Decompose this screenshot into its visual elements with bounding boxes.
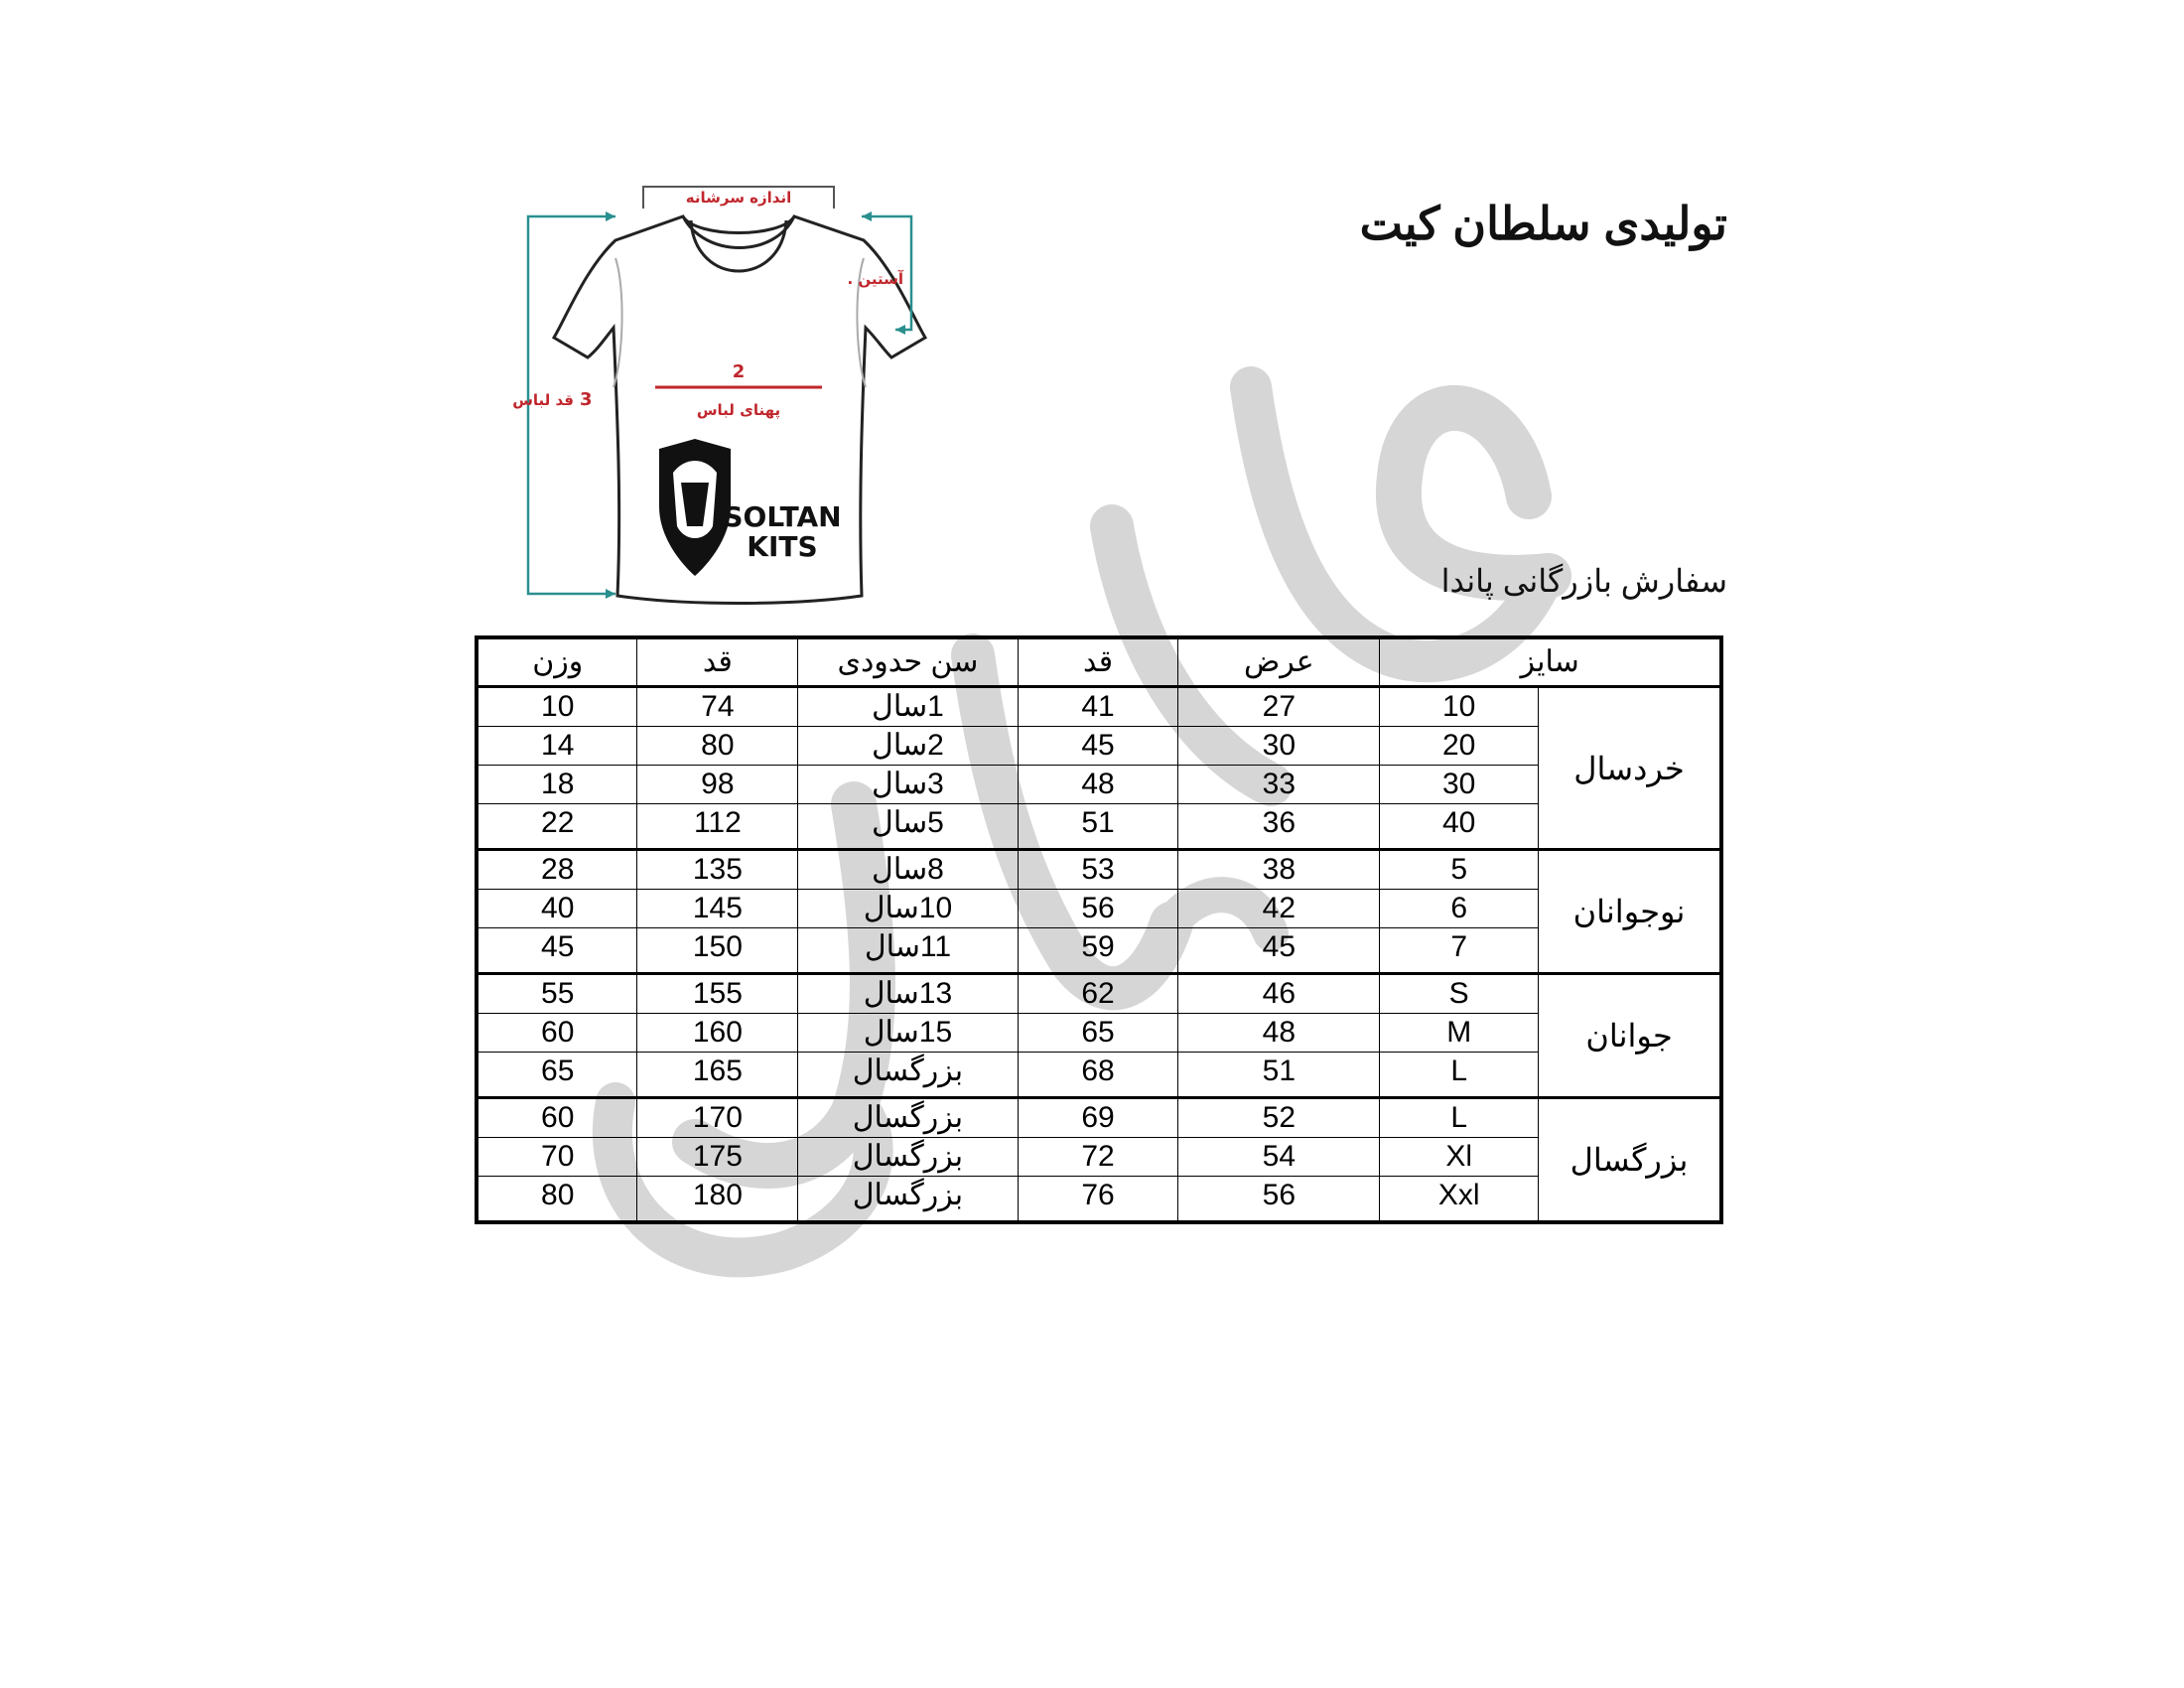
cell-length: 48 — [1018, 766, 1178, 804]
cell-age: 5سال — [798, 804, 1018, 850]
cell-size: 30 — [1380, 766, 1539, 804]
length-number: 3 — [580, 389, 593, 410]
cell-length: 76 — [1018, 1177, 1178, 1223]
cell-weight: 65 — [477, 1053, 637, 1098]
cell-width: 38 — [1178, 850, 1380, 890]
cell-height: 74 — [637, 687, 798, 727]
header-length: قد — [1018, 637, 1178, 687]
cell-width: 54 — [1178, 1138, 1380, 1177]
cell-age: 1سال — [798, 687, 1018, 727]
header-size: سایز — [1380, 637, 1721, 687]
cell-height: 98 — [637, 766, 798, 804]
cell-height: 80 — [637, 727, 798, 766]
cell-weight: 40 — [477, 890, 637, 928]
width-number: 2 — [732, 361, 746, 382]
cell-age: 10سال — [798, 890, 1018, 928]
cell-height: 150 — [637, 928, 798, 974]
cell-height: 170 — [637, 1098, 798, 1138]
cell-width: 42 — [1178, 890, 1380, 928]
cell-height: 175 — [637, 1138, 798, 1177]
age-group-label: جوانان — [1539, 974, 1721, 1098]
cell-width: 48 — [1178, 1014, 1380, 1053]
cell-weight: 80 — [477, 1177, 637, 1223]
shoulder-label: اندازه سرشانه — [685, 189, 792, 207]
cell-length: 45 — [1018, 727, 1178, 766]
cell-age: 8سال — [798, 850, 1018, 890]
header-height: قد — [637, 637, 798, 687]
age-group-label: نوجوانان — [1539, 850, 1721, 974]
cell-length: 59 — [1018, 928, 1178, 974]
cell-size: Xl — [1380, 1138, 1539, 1177]
cell-height: 165 — [637, 1053, 798, 1098]
tshirt-illustration — [467, 179, 983, 616]
cell-age: 15سال — [798, 1014, 1018, 1053]
table-row — [477, 974, 1721, 1014]
cell-height: 112 — [637, 804, 798, 850]
cell-size: S — [1380, 974, 1539, 1014]
cell-weight: 18 — [477, 766, 637, 804]
cell-width: 46 — [1178, 974, 1380, 1014]
cell-width: 30 — [1178, 727, 1380, 766]
cell-weight: 10 — [477, 687, 637, 727]
header-age: سن حدودی — [798, 637, 1018, 687]
cell-length: 56 — [1018, 890, 1178, 928]
sleeve-label: . آستین — [847, 270, 903, 288]
cell-size: Xxl — [1380, 1177, 1539, 1223]
cell-height: 135 — [637, 850, 798, 890]
age-group-label: بزرگسال — [1539, 1098, 1721, 1223]
cell-size: 20 — [1380, 727, 1539, 766]
table-row — [477, 1098, 1721, 1138]
cell-width: 36 — [1178, 804, 1380, 850]
cell-size: L — [1380, 1053, 1539, 1098]
cell-age: 3سال — [798, 766, 1018, 804]
cell-size: 40 — [1380, 804, 1539, 850]
header-width: عرض — [1178, 637, 1380, 687]
cell-age: بزرگسال — [798, 1098, 1018, 1138]
table-row — [477, 804, 1721, 850]
cell-width: 56 — [1178, 1177, 1380, 1223]
width-label: پهنای لباس — [696, 401, 781, 419]
cell-size: 5 — [1380, 850, 1539, 890]
cell-height: 160 — [637, 1014, 798, 1053]
table-row — [477, 928, 1721, 974]
logo-text-soltan: SOLTAN — [723, 500, 842, 533]
age-group-label: خردسال — [1539, 687, 1721, 850]
cell-age: 13سال — [798, 974, 1018, 1014]
cell-size: L — [1380, 1098, 1539, 1138]
cell-width: 52 — [1178, 1098, 1380, 1138]
cell-size: 10 — [1380, 687, 1539, 727]
cell-age: بزرگسال — [798, 1138, 1018, 1177]
cell-age: 2سال — [798, 727, 1018, 766]
table-row — [477, 766, 1721, 804]
cell-width: 33 — [1178, 766, 1380, 804]
cell-weight: 28 — [477, 850, 637, 890]
cell-age: بزرگسال — [798, 1177, 1018, 1223]
cell-weight: 60 — [477, 1014, 637, 1053]
cell-size: 7 — [1380, 928, 1539, 974]
cell-height: 145 — [637, 890, 798, 928]
table-row — [477, 1014, 1721, 1053]
cell-weight: 22 — [477, 804, 637, 850]
logo-text-kits: KITS — [747, 530, 818, 563]
cell-height: 180 — [637, 1177, 798, 1223]
cell-length: 69 — [1018, 1098, 1178, 1138]
cell-weight: 14 — [477, 727, 637, 766]
page-subtitle: سفارش بازرگانی پاندا — [1440, 563, 1727, 599]
cell-age: 11سال — [798, 928, 1018, 974]
cell-width: 45 — [1178, 928, 1380, 974]
cell-width: 27 — [1178, 687, 1380, 727]
cell-age: بزرگسال — [798, 1053, 1018, 1098]
cell-length: 65 — [1018, 1014, 1178, 1053]
table-row — [477, 1138, 1721, 1177]
cell-width: 51 — [1178, 1053, 1380, 1098]
cell-length: 72 — [1018, 1138, 1178, 1177]
table-row — [477, 1053, 1721, 1098]
table-row — [477, 890, 1721, 928]
table-row — [477, 687, 1721, 727]
cell-weight: 45 — [477, 928, 637, 974]
cell-length: 41 — [1018, 687, 1178, 727]
cell-weight: 55 — [477, 974, 637, 1014]
cell-weight: 70 — [477, 1138, 637, 1177]
cell-length: 62 — [1018, 974, 1178, 1014]
header-weight: وزن — [477, 637, 637, 687]
cell-height: 155 — [637, 974, 798, 1014]
cell-length: 68 — [1018, 1053, 1178, 1098]
table-row — [477, 727, 1721, 766]
length-label: قد لباس — [512, 391, 574, 409]
cell-length: 53 — [1018, 850, 1178, 890]
size-chart-table — [475, 635, 1723, 1224]
page-title: تولیدی سلطان کیت — [1359, 198, 1727, 249]
cell-weight: 60 — [477, 1098, 637, 1138]
cell-size: M — [1380, 1014, 1539, 1053]
tshirt-measurement-diagram — [467, 179, 983, 616]
table-row — [477, 1177, 1721, 1223]
table-row — [477, 850, 1721, 890]
cell-size: 6 — [1380, 890, 1539, 928]
table-header-row — [477, 637, 1721, 687]
cell-length: 51 — [1018, 804, 1178, 850]
